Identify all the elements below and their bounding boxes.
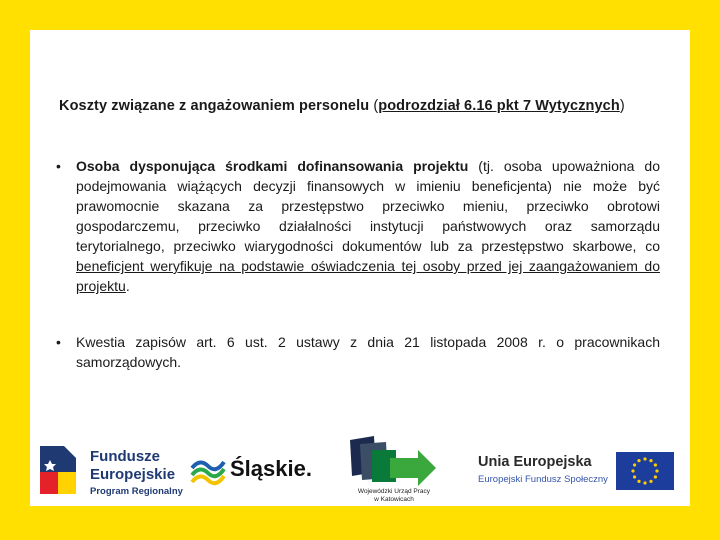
- fundusze-europejskie-icon: [36, 442, 80, 498]
- eu-star: [631, 469, 634, 472]
- title-paren-close: ): [619, 98, 625, 114]
- bullet-symbol: •: [56, 334, 61, 350]
- fundusze-line3: Program Regionalny: [90, 486, 183, 497]
- bullet-item-1: • Osoba dysponująca środkami dofinansowania projektu (tj. osoba upoważniona do podejmowania wiążących decyzji finansowych w imieniu beneficjenta) nie może być prawomocnie skazana za przestępstwo przeciwko mieniu, przeciwko obrotowi gospodarczemu, przeciwko działalności instytucji państwowych oraz samorządu terytorialnego, przeciwko wiarygodności dokumentów lub za przestępstwo skarbowe, co beneficjent weryfikuje na podstawie oświadczenia tej osoby przed jej zaangażowaniem do projektu.: [56, 158, 660, 294]
- logo-strip: [30, 434, 690, 506]
- eu-star: [633, 463, 636, 466]
- eu-star: [643, 481, 646, 484]
- fundusze-europejskie-logo: [36, 442, 186, 498]
- slaskie-logo: [190, 454, 320, 490]
- wup-katowice-logo: [342, 436, 446, 506]
- wup-text: Wojewódzki Urząd Pracy w Katowicach: [357, 488, 431, 503]
- eu-star: [637, 480, 640, 483]
- eu-star: [655, 469, 658, 472]
- bullet-text: (tj. osoba upoważniona do podejmowania wiążących decyzji finansowych w imieniu beneficjenta) nie może być prawomocnie skazana za przestępstwo przeciwko mieniu, przeciwko obrotowi gospodarczemu, przeciwko działalności instytucji państwowych oraz samorządu terytorialnego, przeciwko wiarygodności dokumentów lub za przestępstwo skarbowe, co: [76, 158, 660, 254]
- bullet-symbol: •: [56, 158, 61, 174]
- bullet-list: [56, 156, 660, 372]
- title-reference: podrozdział 6.16 pkt 7 Wytycznych: [378, 98, 620, 114]
- slide-title: Koszty związane z angażowaniem personelu (podrozdział 6.16 pkt 7 Wytycznych): [59, 98, 625, 114]
- ue-line1: Unia Europejska: [478, 454, 592, 470]
- bullet-underlined-text: beneficjent weryfikuje na podstawie oświadczenia tej osoby przed jej zaangażowaniem do projektu: [76, 258, 660, 294]
- fundusze-line2: Europejskie: [90, 466, 176, 483]
- bullet-bold-text: Osoba dysponująca środkami dofinansowania projektu: [76, 158, 469, 174]
- eu-star: [654, 475, 657, 478]
- eu-star: [649, 480, 652, 483]
- eu-star: [637, 459, 640, 462]
- fundusze-line1: Fundusze: [90, 448, 160, 465]
- eu-star: [649, 459, 652, 462]
- title-paren-open: (: [373, 98, 379, 114]
- eu-star: [643, 457, 646, 460]
- unia-europejska-logo: [478, 446, 678, 496]
- slaskie-waves-icon: [190, 454, 226, 488]
- eu-flag-icon: [616, 452, 674, 490]
- bullet-item-2: [56, 332, 660, 372]
- bullet-text: Kwestia zapisów art. 6 ust. 2 ustawy z dnia 21 listopada 2008 r. o pracownikach samorządowych.: [76, 334, 660, 370]
- ue-line2: Europejski Fundusz Społeczny: [478, 474, 608, 485]
- eu-star: [654, 463, 657, 466]
- slide: [30, 30, 690, 506]
- wup-arrows-icon: [346, 436, 442, 488]
- eu-star: [633, 475, 636, 478]
- slaskie-text: Śląskie.: [230, 456, 312, 481]
